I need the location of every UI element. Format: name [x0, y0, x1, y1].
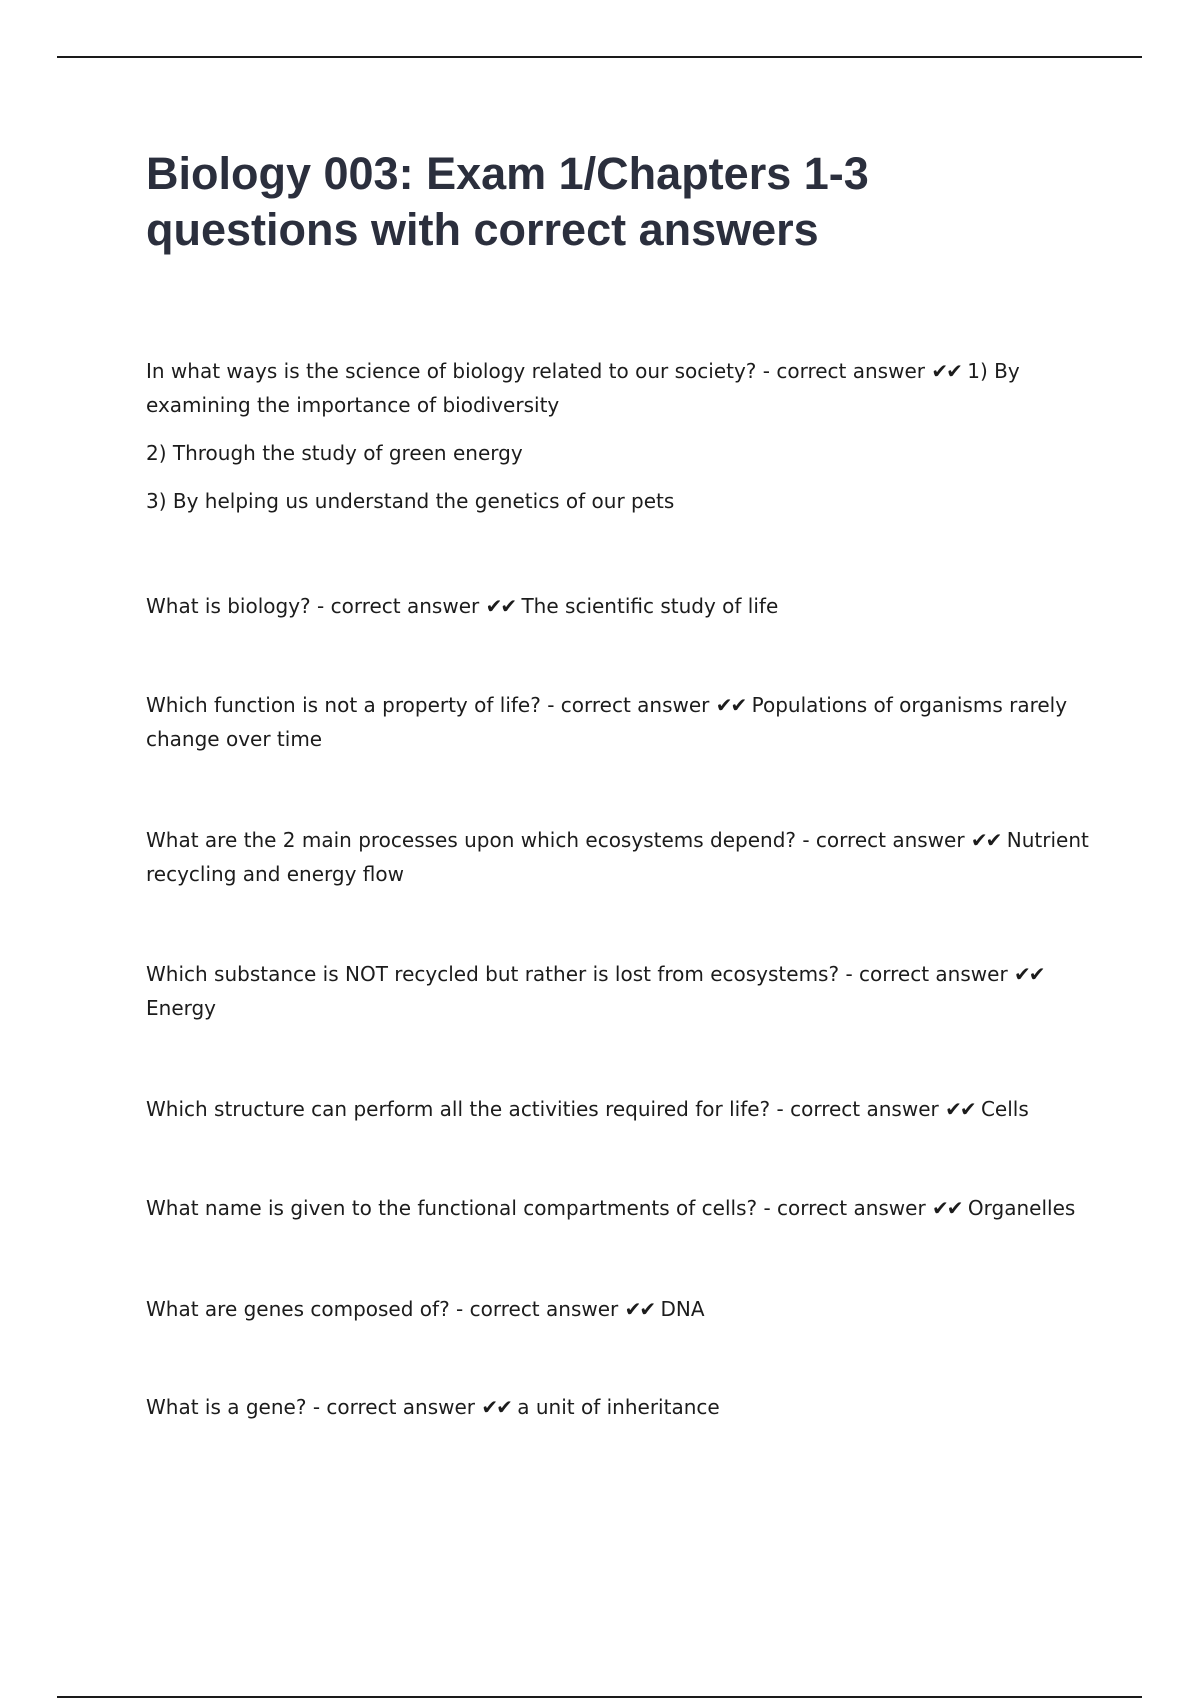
qa-item-1	[146, 354, 1096, 532]
separator-text: - correct answer	[776, 1097, 939, 1121]
check-icon: ✔✔	[945, 1097, 975, 1121]
qa-item-3	[146, 688, 1096, 770]
answer-text: Populations of organisms rarely change over time	[146, 693, 1068, 751]
separator-text: - correct answer	[547, 693, 710, 717]
answer-extra-line: 3) By helping us understand the genetics of our pets	[146, 489, 675, 513]
answer-text: 1) By examining the importance of biodiversity	[146, 359, 1020, 417]
separator-text: - correct answer	[317, 594, 480, 618]
qa-line	[146, 688, 1096, 756]
answer-text: The scientific study of life	[521, 594, 779, 618]
top-rule	[57, 56, 1142, 58]
check-icon: ✔✔	[624, 1297, 655, 1321]
question-text: Which structure can perform all the activities required for life?	[146, 1097, 771, 1121]
answer-text: DNA	[660, 1297, 705, 1321]
answer-text: Energy	[146, 996, 217, 1020]
qa-item-4	[146, 823, 1096, 905]
qa-line	[146, 1191, 1096, 1225]
separator-text: - correct answer	[845, 962, 1008, 986]
qa-line	[146, 957, 1096, 1025]
answer-text: Cells	[980, 1097, 1029, 1121]
qa-item-9	[146, 1390, 1096, 1438]
question-text: What is biology?	[146, 594, 311, 618]
separator-text: - correct answer	[802, 828, 965, 852]
check-icon: ✔✔	[485, 594, 516, 618]
question-text: In what ways is the science of biology related to our society?	[146, 359, 757, 383]
question-text: What name is given to the functional compartments of cells?	[146, 1196, 758, 1220]
qa-line	[146, 589, 1096, 623]
qa-item-7	[146, 1191, 1096, 1239]
separator-text: - correct answer	[312, 1395, 476, 1419]
qa-line	[146, 1292, 1096, 1326]
question-text: What is a gene?	[146, 1395, 307, 1419]
question-text: What are the 2 main processes upon which ecosystems depend?	[146, 828, 796, 852]
page-title	[146, 146, 1146, 258]
qa-item-2	[146, 589, 1096, 637]
check-icon: ✔✔	[931, 359, 961, 383]
qa-item-8	[146, 1292, 1096, 1340]
separator-text: - correct answer	[762, 359, 925, 383]
qa-item-5	[146, 957, 1096, 1039]
title-line-2: questions with correct answers	[146, 204, 819, 255]
qa-line	[146, 823, 1096, 891]
check-icon: ✔✔	[970, 828, 1001, 852]
answer-extra-line: 2) Through the study of green energy	[146, 441, 523, 465]
qa-item-6	[146, 1092, 1096, 1140]
question-text: What are genes composed of?	[146, 1297, 450, 1321]
separator-text: - correct answer	[456, 1297, 619, 1321]
qa-line	[146, 1390, 1096, 1424]
qa-line	[146, 1092, 1096, 1126]
check-icon: ✔✔	[1014, 962, 1044, 986]
check-icon: ✔✔	[932, 1196, 962, 1220]
title-line-1: Biology 003: Exam 1/Chapters 1-3	[146, 148, 869, 199]
answer-text: Nutrient recycling and energy flow	[146, 828, 1089, 886]
check-icon: ✔✔	[715, 693, 746, 717]
answer-text: a unit of inheritance	[517, 1395, 720, 1419]
qa-line	[146, 354, 1096, 422]
separator-text: - correct answer	[763, 1196, 926, 1220]
check-icon: ✔✔	[481, 1395, 511, 1419]
bottom-rule	[57, 1696, 1142, 1698]
question-text: Which substance is NOT recycled but rather is lost from ecosystems?	[146, 962, 840, 986]
answer-text: Organelles	[967, 1196, 1076, 1220]
question-text: Which function is not a property of life?	[146, 693, 541, 717]
